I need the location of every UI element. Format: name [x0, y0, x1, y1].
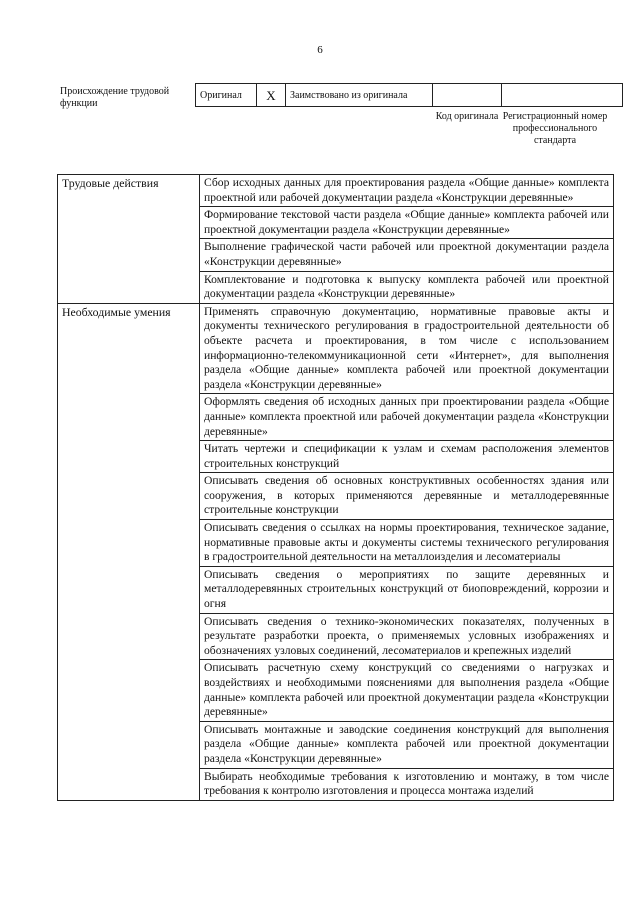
- code-caption: Код оригинала: [435, 111, 499, 122]
- reg-caption: Регистрационный номер профессионального стандарта: [502, 111, 608, 146]
- borrowed-cell: Заимствовано из оригинала: [286, 84, 433, 107]
- section-item: Описывать сведения об основных конструктивных особенностях здания или сооружения, в которых применяются деревянные и металлодеревянные строительные конструкции: [200, 473, 614, 520]
- section-label: Необходимые умения: [58, 303, 200, 800]
- section-item: Оформлять сведения об исходных данных при проектировании раздела «Общие данные» комплекта проектной или рабочей документации раздела «Конструкции деревянные»: [200, 394, 614, 441]
- section-item: Формирование текстовой части раздела «Общие данные» комплекта рабочей или проектной документации раздела «Конструкции деревянные»: [200, 207, 614, 239]
- origin-label: Происхождение трудовой функции: [60, 86, 170, 109]
- table-row: [58, 175, 614, 207]
- section-item: Описывать монтажные и заводские соединения конструкций для выполнения раздела «Общие данные» комплекта рабочей или проектной документации раздела «Конструкции деревянные»: [200, 721, 614, 768]
- section-item: Выполнение графической части рабочей или проектной документации раздела «Конструкции деревянные»: [200, 239, 614, 271]
- section-item: Читать чертежи и спецификации к узлам и схемам расположения элементов строительных конструкций: [200, 441, 614, 473]
- section-item: Сбор исходных данных для проектирования раздела «Общие данные» комплекта проектной или рабочей документации раздела «Конструкции деревянные»: [200, 175, 614, 207]
- reg-number-cell: [502, 84, 623, 107]
- original-cell: Оригинал: [196, 84, 257, 107]
- code-cell: [433, 84, 502, 107]
- section-item: Описывать сведения о ссылках на нормы проектирования, техническое задание, нормативные правовые акты и документы системы технического регулирования в градостроительной деятельности на металлоизделия и лесоматериалы: [200, 520, 614, 567]
- section-item: Описывать сведения о технико-экономических показателях, полученных в результате разработки проекта, о применяемых условных изображениях и обозначениях узловых соединений, лесоматериалов и крепежных изделий: [200, 613, 614, 660]
- table-row: [58, 303, 614, 394]
- original-mark: X: [257, 84, 286, 107]
- section-label: Трудовые действия: [58, 175, 200, 304]
- section-item: Комплектование и подготовка к выпуску комплекта рабочей или проектной документации раздела «Конструкции деревянные»: [200, 271, 614, 303]
- section-item: Применять справочную документацию, нормативные правовые акты и документы технического регулирования в градостроительной деятельности об объекте расчета и проектирования, в том числе с использованием информационно-телекоммуникационной сети «Интернет», для выполнения раздела «Общие данные» комплекта рабочей или проектной документации раздела «Конструкции деревянные»: [200, 303, 614, 394]
- section-item: Описывать расчетную схему конструкций со сведениями о нагрузках и воздействиях и необходимыми пояснениями для выполнения раздела «Общие данные» комплекта рабочей или проектной документации раздела «Конструкции деревянные»: [200, 660, 614, 721]
- page-number: 6: [317, 44, 323, 56]
- section-item: Описывать сведения о мероприятиях по защите деревянных и металлодеревянных строительных конструкций от биоповреждений, коррозии и огня: [200, 566, 614, 613]
- function-table: [57, 174, 614, 801]
- section-item: Выбирать необходимые требования к изготовлению и монтажу, в том числе требования к контролю изготовления и процесса монтажа изделий: [200, 768, 614, 800]
- origin-table: [195, 83, 623, 107]
